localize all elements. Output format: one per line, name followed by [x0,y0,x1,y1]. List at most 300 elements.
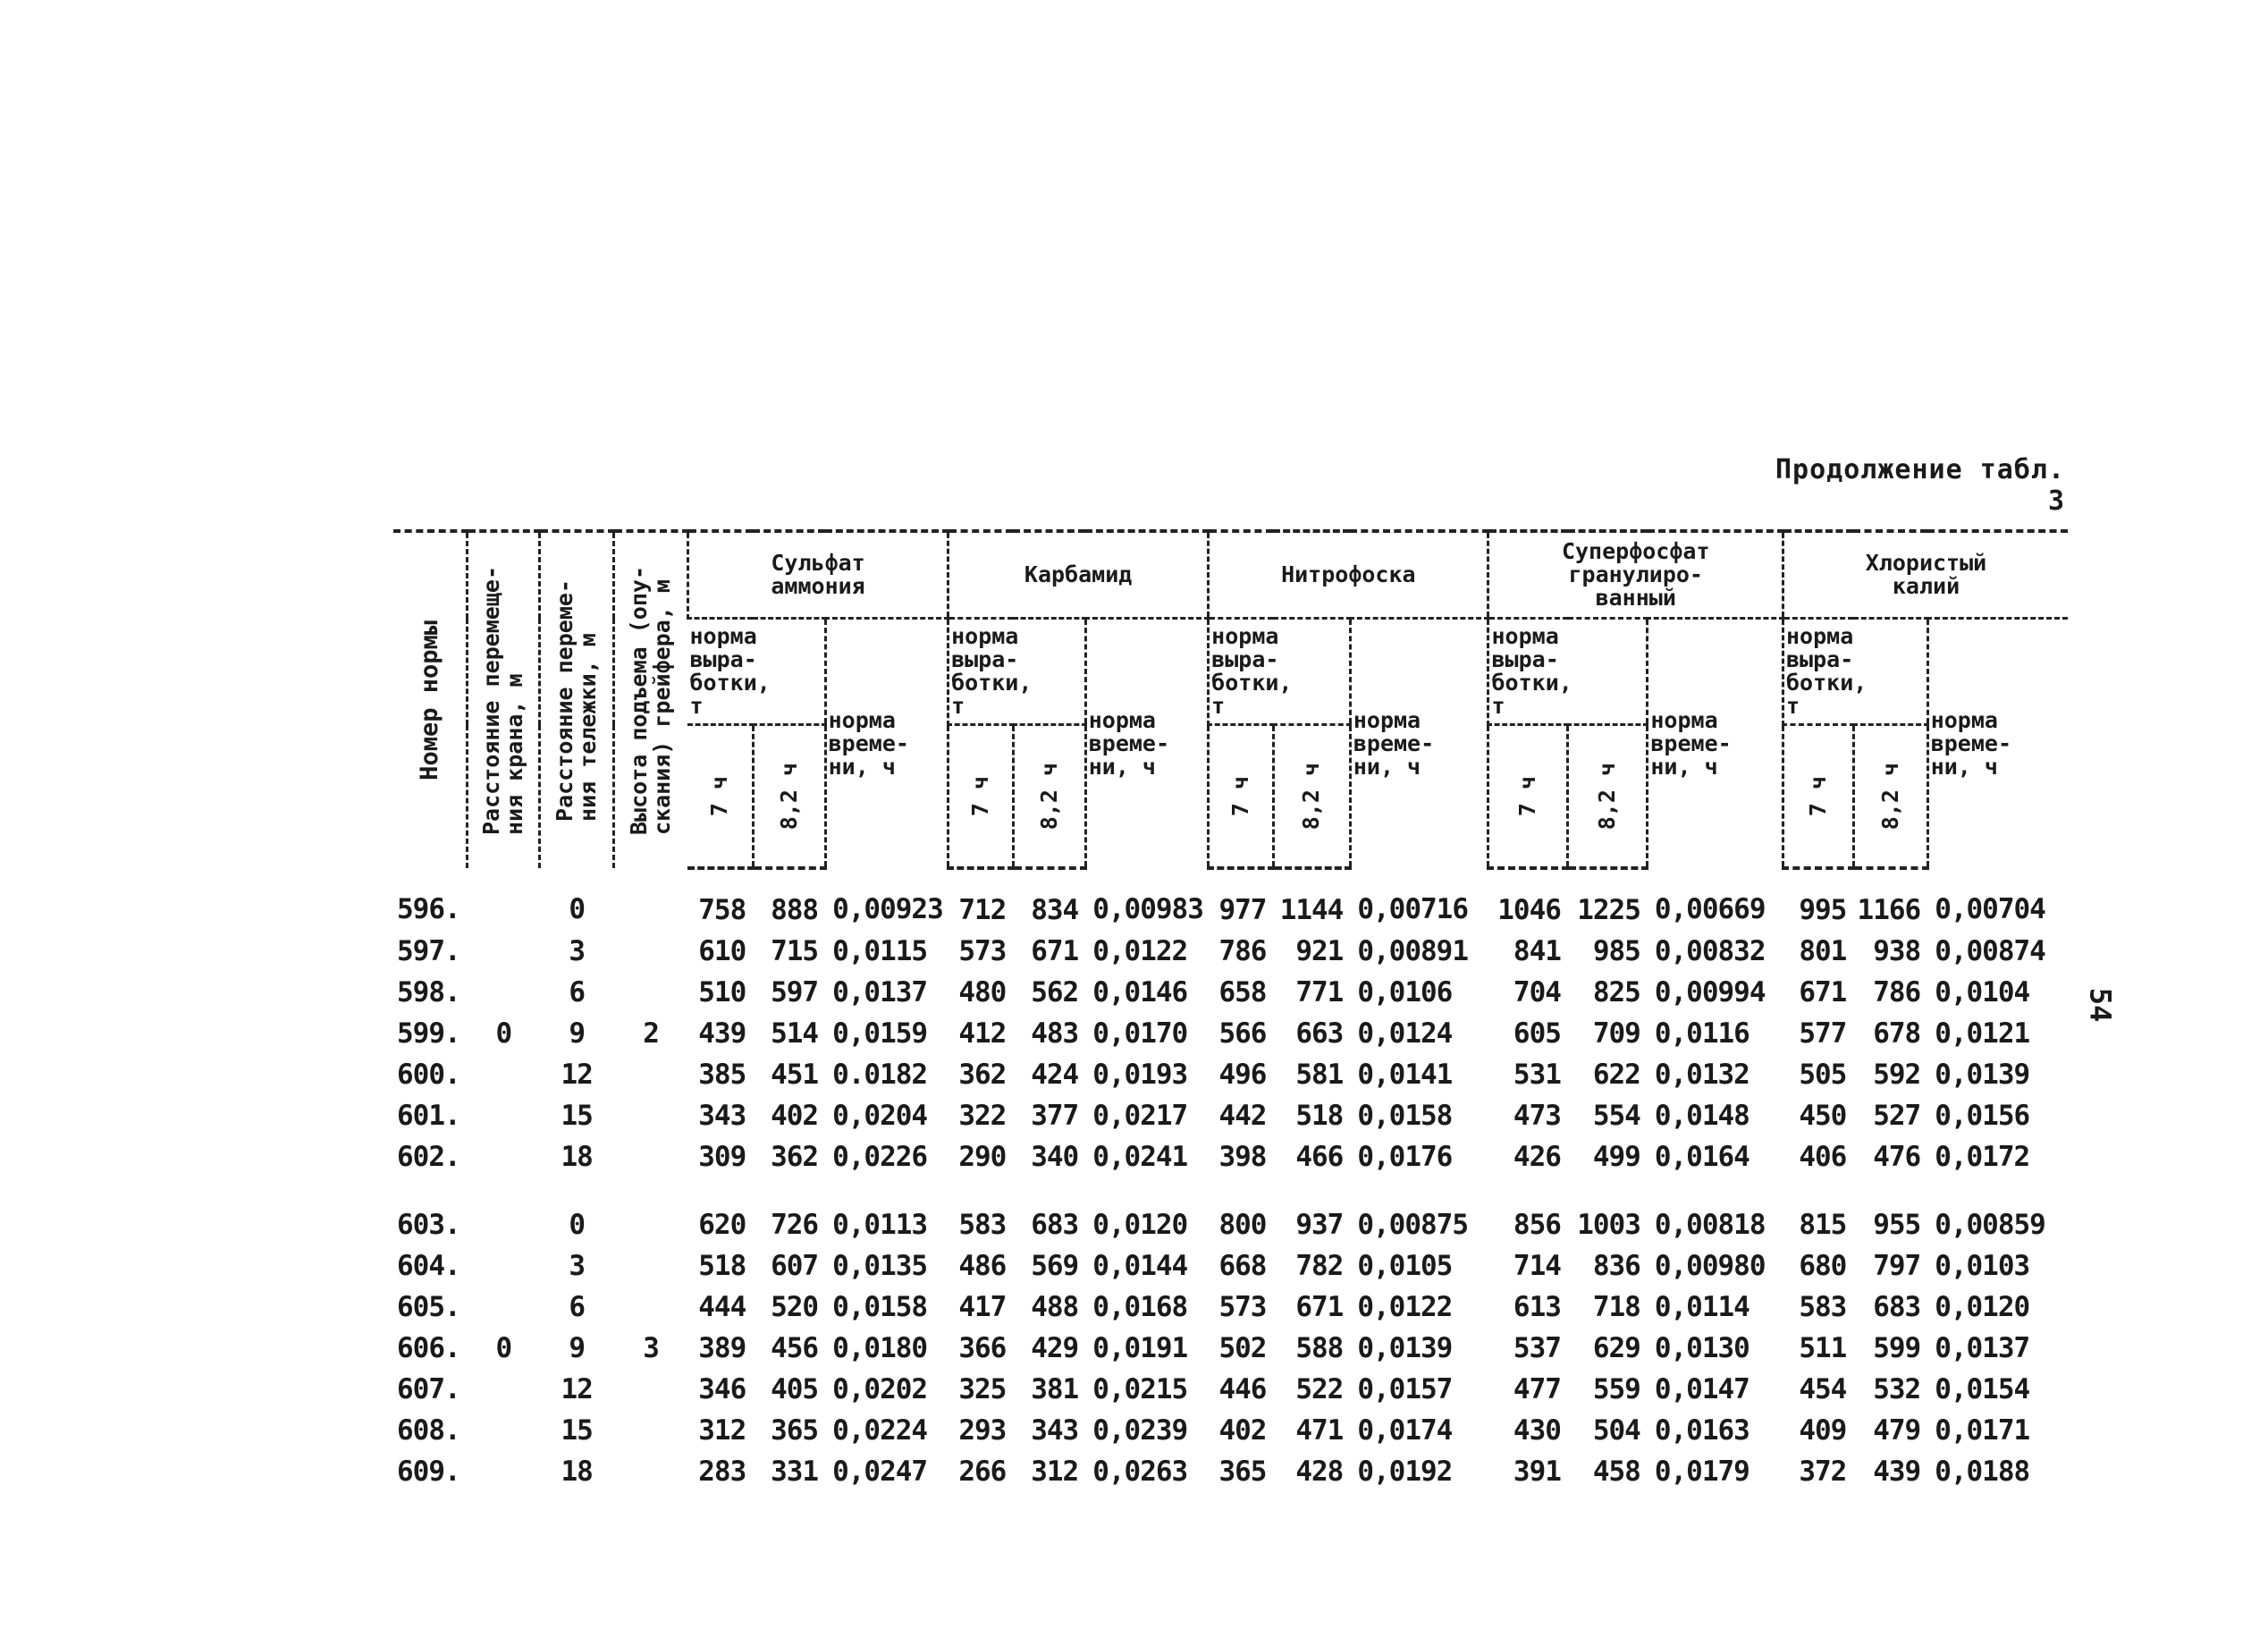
output-8-2h-cell: 622 [1592,1058,1640,1091]
time-norm-cell: 0,0148 [1654,1099,1749,1132]
output-8-2h-cell: 439 [1873,1455,1921,1488]
time-norm-cell: 0,0124 [1357,1017,1453,1050]
lift-height-cell [614,1245,688,1287]
output-7h-cell: 658 [1218,975,1267,1008]
lift-height-cell [614,1451,688,1492]
output-8-2h-cell: 588 [1295,1331,1344,1364]
time-norm-cell: 0,0263 [1092,1455,1188,1488]
table-row [393,1095,2068,1136]
time-norm-cell: 0,0188 [1935,1455,2030,1488]
output-7h-cell: 511 [1799,1331,1847,1364]
lift-height-cell [614,1287,688,1328]
time-norm-cell: 0,0168 [1092,1290,1188,1323]
time-norm-cell: 0,0103 [1935,1249,2030,1282]
output-7h-cell: 758 [698,893,746,926]
table-row [393,1369,2068,1410]
time-norm-cell: 0,00669 [1654,892,1766,925]
output-7h-cell: 712 [958,893,1007,926]
output-8-2h-cell: 771 [1295,975,1344,1008]
time-norm-cell: 0.0182 [832,1058,928,1091]
table-row [393,1136,2068,1177]
time-norm-cell: 0,0158 [832,1290,928,1323]
crane-distance-cell [468,1136,540,1177]
header-output-norm: норма выра- ботки, т [1209,619,1351,725]
output-8-2h-cell: 456 [771,1331,819,1364]
output-7h-cell: 406 [1799,1140,1847,1173]
output-7h-cell: 362 [958,1058,1007,1091]
time-norm-cell: 0,0122 [1357,1290,1453,1323]
output-8-2h-cell: 683 [1873,1290,1921,1323]
table-row [393,1287,2068,1328]
output-8-2h-cell: 599 [1873,1331,1921,1364]
time-norm-cell: 0,0141 [1357,1058,1453,1091]
group-spacer [393,1177,2068,1204]
time-norm-cell: 0,00923 [832,892,943,925]
output-7h-cell: 671 [1799,975,1847,1008]
table-row [393,1054,2068,1095]
output-7h-cell: 583 [958,1208,1007,1241]
crane-distance-cell [468,1095,540,1136]
output-7h-cell: 573 [958,934,1007,967]
trolley-distance-cell: 3 [569,934,585,967]
output-7h-cell: 442 [1218,1099,1267,1132]
trolley-distance-cell: 15 [561,1413,593,1447]
norm-number-cell: 603. [397,1208,460,1241]
output-8-2h-cell: 458 [1592,1455,1640,1488]
output-8-2h-cell: 597 [771,975,819,1008]
output-7h-cell: 856 [1513,1208,1561,1241]
header-trolley-distance: Расстояние переме- ния тележки, м [540,531,614,868]
header-time-norm: норма време- ни, ч [1648,619,1783,868]
output-8-2h-cell: 377 [1031,1099,1079,1132]
output-7h-cell: 473 [1513,1099,1561,1132]
output-8-2h-cell: 797 [1873,1249,1921,1282]
time-norm-cell: 0,0159 [832,1017,928,1050]
output-7h-cell: 573 [1218,1290,1267,1323]
header-crane-distance: Расстояние перемеще- ния крана, м [468,531,540,868]
time-norm-cell: 0,0164 [1654,1140,1749,1173]
time-norm-cell: 0,0130 [1654,1331,1749,1364]
time-norm-cell: 0,0135 [832,1249,928,1282]
lift-height-cell [614,931,688,972]
output-7h-cell: 704 [1513,975,1561,1008]
output-7h-cell: 841 [1513,934,1561,967]
output-8-2h-cell: 955 [1873,1208,1921,1241]
time-norm-cell: 0,0239 [1092,1413,1188,1447]
output-7h-cell: 477 [1513,1372,1561,1405]
lift-height-cell: 2 [643,1017,659,1050]
header-shift-8-2h: 8,2 ч [1853,725,1927,868]
output-8-2h-cell: 340 [1031,1140,1079,1173]
output-7h-cell: 366 [958,1331,1007,1364]
lift-height-cell: 3 [643,1331,659,1364]
time-norm-cell: 0,0171 [1935,1413,2030,1447]
time-norm-cell: 0,0174 [1357,1413,1453,1447]
table-continuation-label: Продолжение табл. 3 [1775,454,2065,517]
crane-distance-cell: 0 [495,1017,512,1050]
table-row [393,931,2068,972]
output-8-2h-cell: 786 [1873,975,1921,1008]
header-lift-height: Высота подъема (опу- скания) грейфера, м [614,531,688,868]
time-norm-cell: 0,00818 [1654,1208,1766,1241]
output-7h-cell: 505 [1799,1058,1847,1091]
crane-distance-cell [468,1451,540,1492]
crane-distance-cell [468,972,540,1013]
output-7h-cell: 668 [1218,1249,1267,1282]
output-8-2h-cell: 888 [771,893,819,926]
time-norm-cell: 0,00891 [1357,934,1468,967]
output-8-2h-cell: 466 [1295,1140,1344,1173]
trolley-distance-cell: 12 [561,1058,593,1091]
norm-number-cell: 598. [397,975,460,1008]
lift-height-cell [614,1204,688,1245]
output-8-2h-cell: 331 [771,1455,819,1488]
header-shift-7h: 7 ч [1209,725,1274,868]
time-norm-cell: 0,0179 [1654,1455,1749,1488]
trolley-distance-cell: 18 [561,1140,593,1173]
time-norm-cell: 0,0170 [1092,1017,1188,1050]
table-row [393,1245,2068,1287]
table-header [393,531,2068,868]
norm-number-cell: 604. [397,1249,460,1282]
time-norm-cell: 0,0115 [832,934,928,967]
crane-distance-cell [468,1287,540,1328]
output-7h-cell: 613 [1513,1290,1561,1323]
time-norm-cell: 0,00832 [1654,934,1766,967]
page-number: 54 [2083,987,2118,1023]
output-7h-cell: 426 [1513,1140,1561,1173]
output-7h-cell: 446 [1218,1372,1267,1405]
time-norm-cell: 0,0156 [1935,1099,2030,1132]
time-norm-cell: 0,0158 [1357,1099,1453,1132]
lift-height-cell [614,868,688,931]
time-norm-cell: 0,0154 [1935,1372,2030,1405]
output-8-2h-cell: 715 [771,934,819,967]
trolley-distance-cell: 9 [569,1017,585,1050]
lift-height-cell [614,972,688,1013]
header-product-carbamide: Карбамид [949,531,1209,619]
table-body [393,868,2068,1492]
output-8-2h-cell: 559 [1592,1372,1640,1405]
trolley-distance-cell: 12 [561,1372,593,1405]
output-8-2h-cell: 592 [1873,1058,1921,1091]
trolley-distance-cell: 18 [561,1455,593,1488]
output-7h-cell: 325 [958,1372,1007,1405]
trolley-distance-cell: 9 [569,1331,585,1364]
output-8-2h-cell: 451 [771,1058,819,1091]
norm-number-cell: 601. [397,1099,460,1132]
time-norm-cell: 0,00704 [1935,892,2045,925]
header-product-ammonium-sulfate: Сульфат аммония [687,531,948,619]
output-7h-cell: 518 [698,1249,746,1282]
output-7h-cell: 496 [1218,1058,1267,1091]
header-shift-8-2h: 8,2 ч [1568,725,1648,868]
output-7h-cell: 480 [958,975,1007,1008]
output-8-2h-cell: 343 [1031,1413,1079,1447]
norms-table [393,529,2068,1492]
time-norm-cell: 0,00980 [1654,1249,1766,1282]
output-7h-cell: 439 [698,1017,746,1050]
output-7h-cell: 577 [1799,1017,1847,1050]
header-output-norm: норма выра- ботки, т [1783,619,1927,725]
output-8-2h-cell: 429 [1031,1331,1079,1364]
crane-distance-cell: 0 [495,1331,512,1364]
output-8-2h-cell: 985 [1592,934,1640,967]
output-7h-cell: 391 [1513,1455,1561,1488]
output-7h-cell: 444 [698,1290,746,1323]
trolley-distance-cell: 6 [569,975,585,1008]
output-8-2h-cell: 483 [1031,1017,1079,1050]
time-norm-cell: 0,0180 [832,1331,928,1364]
output-7h-cell: 290 [958,1140,1007,1173]
output-7h-cell: 343 [698,1099,746,1132]
output-8-2h-cell: 428 [1295,1455,1344,1488]
output-8-2h-cell: 312 [1031,1455,1079,1488]
output-7h-cell: 610 [698,934,746,967]
time-norm-cell: 0,00983 [1092,892,1203,925]
table-row [393,1204,2068,1245]
output-7h-cell: 402 [1218,1413,1267,1447]
lift-height-cell [614,1054,688,1095]
header-product-superphosphate: Суперфосфат гранулиро- ванный [1488,531,1783,619]
time-norm-cell: 0,0204 [832,1099,928,1132]
norm-number-cell: 605. [397,1290,460,1323]
trolley-distance-cell: 0 [569,1208,585,1241]
output-7h-cell: 531 [1513,1058,1561,1091]
output-7h-cell: 510 [698,975,746,1008]
time-norm-cell: 0,0137 [1935,1331,2030,1364]
time-norm-cell: 0,00716 [1357,892,1468,925]
trolley-distance-cell: 0 [569,892,585,925]
table-row [393,1328,2068,1369]
norm-number-cell: 602. [397,1140,460,1173]
output-8-2h-cell: 424 [1031,1058,1079,1091]
output-7h-cell: 566 [1218,1017,1267,1050]
header-shift-7h: 7 ч [1488,725,1568,868]
output-7h-cell: 293 [958,1413,1007,1447]
output-8-2h-cell: 479 [1873,1413,1921,1447]
output-8-2h-cell: 671 [1295,1290,1344,1323]
output-8-2h-cell: 522 [1295,1372,1344,1405]
output-7h-cell: 801 [1799,934,1847,967]
time-norm-cell: 0,0121 [1935,1017,2030,1050]
crane-distance-cell [468,931,540,972]
output-7h-cell: 786 [1218,934,1267,967]
output-7h-cell: 312 [698,1413,746,1447]
time-norm-cell: 0,0113 [832,1208,928,1241]
time-norm-cell: 0,0192 [1357,1455,1453,1488]
output-8-2h-cell: 402 [771,1099,819,1132]
output-8-2h-cell: 488 [1031,1290,1079,1323]
output-8-2h-cell: 476 [1873,1140,1921,1173]
output-7h-cell: 385 [698,1058,746,1091]
output-7h-cell: 309 [698,1140,746,1173]
output-7h-cell: 372 [1799,1455,1847,1488]
output-8-2h-cell: 365 [771,1413,819,1447]
output-8-2h-cell: 471 [1295,1413,1344,1447]
output-7h-cell: 995 [1799,893,1847,926]
time-norm-cell: 0,0215 [1092,1372,1188,1405]
output-8-2h-cell: 362 [771,1140,819,1173]
output-8-2h-cell: 629 [1592,1331,1640,1364]
output-8-2h-cell: 514 [771,1017,819,1050]
norm-number-cell: 597. [397,934,460,967]
header-time-norm: норма време- ни, ч [1927,619,2068,868]
output-8-2h-cell: 607 [771,1249,819,1282]
output-8-2h-cell: 1144 [1279,893,1344,926]
output-8-2h-cell: 562 [1031,975,1079,1008]
time-norm-cell: 0,0202 [832,1372,928,1405]
output-7h-cell: 283 [698,1455,746,1488]
header-output-norm: норма выра- ботки, т [949,619,1086,725]
header-shift-7h: 7 ч [1783,725,1853,868]
output-8-2h-cell: 405 [771,1372,819,1405]
output-7h-cell: 322 [958,1099,1007,1132]
table-row [393,1451,2068,1492]
output-7h-cell: 430 [1513,1413,1561,1447]
output-8-2h-cell: 581 [1295,1058,1344,1091]
output-7h-cell: 620 [698,1208,746,1241]
crane-distance-cell [468,868,540,931]
time-norm-cell: 0,0139 [1935,1058,2030,1091]
header-shift-8-2h: 8,2 ч [753,725,825,868]
header-time-norm: норма време- ни, ч [1085,619,1208,868]
time-norm-cell: 0,0122 [1092,934,1188,967]
output-7h-cell: 454 [1799,1372,1847,1405]
header-time-norm: норма време- ни, ч [1350,619,1488,868]
output-8-2h-cell: 718 [1592,1290,1640,1323]
output-7h-cell: 605 [1513,1017,1561,1050]
time-norm-cell: 0,0116 [1654,1017,1749,1050]
output-7h-cell: 502 [1218,1331,1267,1364]
time-norm-cell: 0,0172 [1935,1140,2030,1173]
output-8-2h-cell: 569 [1031,1249,1079,1282]
output-7h-cell: 409 [1799,1413,1847,1447]
time-norm-cell: 0,00874 [1935,934,2045,967]
time-norm-cell: 0,0137 [832,975,928,1008]
spacer-cell [393,1177,2068,1204]
time-norm-cell: 0,0247 [832,1455,928,1488]
norm-number-cell: 599. [397,1017,460,1050]
time-norm-cell: 0,0120 [1935,1290,2030,1323]
output-7h-cell: 1046 [1497,893,1561,926]
header-shift-7h: 7 ч [687,725,753,868]
crane-distance-cell [468,1245,540,1287]
output-8-2h-cell: 518 [1295,1099,1344,1132]
header-product-potassium-chloride: Хлористый калий [1783,531,2068,619]
table-row [393,1410,2068,1451]
output-8-2h-cell: 671 [1031,934,1079,967]
time-norm-cell: 0,0106 [1357,975,1453,1008]
time-norm-cell: 0,0241 [1092,1140,1188,1173]
output-7h-cell: 417 [958,1290,1007,1323]
crane-distance-cell [468,1410,540,1451]
header-product-nitrophoska: Нитрофоска [1209,531,1488,619]
header-output-norm: норма выра- ботки, т [687,619,825,725]
time-norm-cell: 0,0191 [1092,1331,1188,1364]
trolley-distance-cell: 15 [561,1099,593,1132]
header-shift-8-2h: 8,2 ч [1013,725,1085,868]
time-norm-cell: 0,0105 [1357,1249,1453,1282]
output-8-2h-cell: 504 [1592,1413,1640,1447]
output-7h-cell: 486 [958,1249,1007,1282]
table-row [393,868,2068,931]
time-norm-cell: 0,00875 [1357,1208,1468,1241]
output-7h-cell: 412 [958,1017,1007,1050]
trolley-distance-cell: 3 [569,1249,585,1282]
output-7h-cell: 583 [1799,1290,1847,1323]
trolley-distance-cell: 6 [569,1290,585,1323]
output-7h-cell: 389 [698,1331,746,1364]
time-norm-cell: 0,0104 [1935,975,2030,1008]
output-7h-cell: 450 [1799,1099,1847,1132]
norm-number-cell: 608. [397,1413,460,1447]
output-8-2h-cell: 834 [1031,893,1079,926]
output-8-2h-cell: 938 [1873,934,1921,967]
output-8-2h-cell: 921 [1295,934,1344,967]
crane-distance-cell [468,1204,540,1245]
lift-height-cell [614,1410,688,1451]
header-shift-8-2h: 8,2 ч [1273,725,1350,868]
table-row [393,1013,2068,1054]
time-norm-cell: 0,0132 [1654,1058,1749,1091]
output-8-2h-cell: 709 [1592,1017,1640,1050]
time-norm-cell: 0,00859 [1935,1208,2045,1241]
time-norm-cell: 0,0224 [832,1413,928,1447]
time-norm-cell: 0,0147 [1654,1372,1749,1405]
norm-number-cell: 596. [397,892,460,925]
crane-distance-cell [468,1054,540,1095]
time-norm-cell: 0,0226 [832,1140,928,1173]
output-7h-cell: 537 [1513,1331,1561,1364]
output-7h-cell: 815 [1799,1208,1847,1241]
time-norm-cell: 0,0157 [1357,1372,1453,1405]
output-8-2h-cell: 663 [1295,1017,1344,1050]
output-8-2h-cell: 937 [1295,1208,1344,1241]
norm-number-cell: 607. [397,1372,460,1405]
output-8-2h-cell: 554 [1592,1099,1640,1132]
output-8-2h-cell: 782 [1295,1249,1344,1282]
output-7h-cell: 680 [1799,1249,1847,1282]
time-norm-cell: 0,0163 [1654,1413,1749,1447]
time-norm-cell: 0,0114 [1654,1290,1749,1323]
output-8-2h-cell: 726 [771,1208,819,1241]
lift-height-cell [614,1369,688,1410]
time-norm-cell: 0,0139 [1357,1331,1453,1364]
output-8-2h-cell: 381 [1031,1372,1079,1405]
lift-height-cell [614,1095,688,1136]
lift-height-cell [614,1136,688,1177]
time-norm-cell: 0,00994 [1654,975,1766,1008]
header-shift-7h: 7 ч [949,725,1014,868]
time-norm-cell: 0,0120 [1092,1208,1188,1241]
time-norm-cell: 0,0193 [1092,1058,1188,1091]
output-8-2h-cell: 683 [1031,1208,1079,1241]
output-8-2h-cell: 1225 [1577,893,1640,926]
norm-number-cell: 606. [397,1331,460,1364]
output-7h-cell: 398 [1218,1140,1267,1173]
header-output-norm: норма выра- ботки, т [1488,619,1648,725]
output-8-2h-cell: 1166 [1857,893,1921,926]
output-8-2h-cell: 499 [1592,1140,1640,1173]
time-norm-cell: 0,0144 [1092,1249,1188,1282]
crane-distance-cell [468,1369,540,1410]
output-8-2h-cell: 1003 [1577,1208,1640,1241]
output-7h-cell: 346 [698,1372,746,1405]
output-7h-cell: 977 [1218,893,1267,926]
output-8-2h-cell: 527 [1873,1099,1921,1132]
table-row [393,972,2068,1013]
